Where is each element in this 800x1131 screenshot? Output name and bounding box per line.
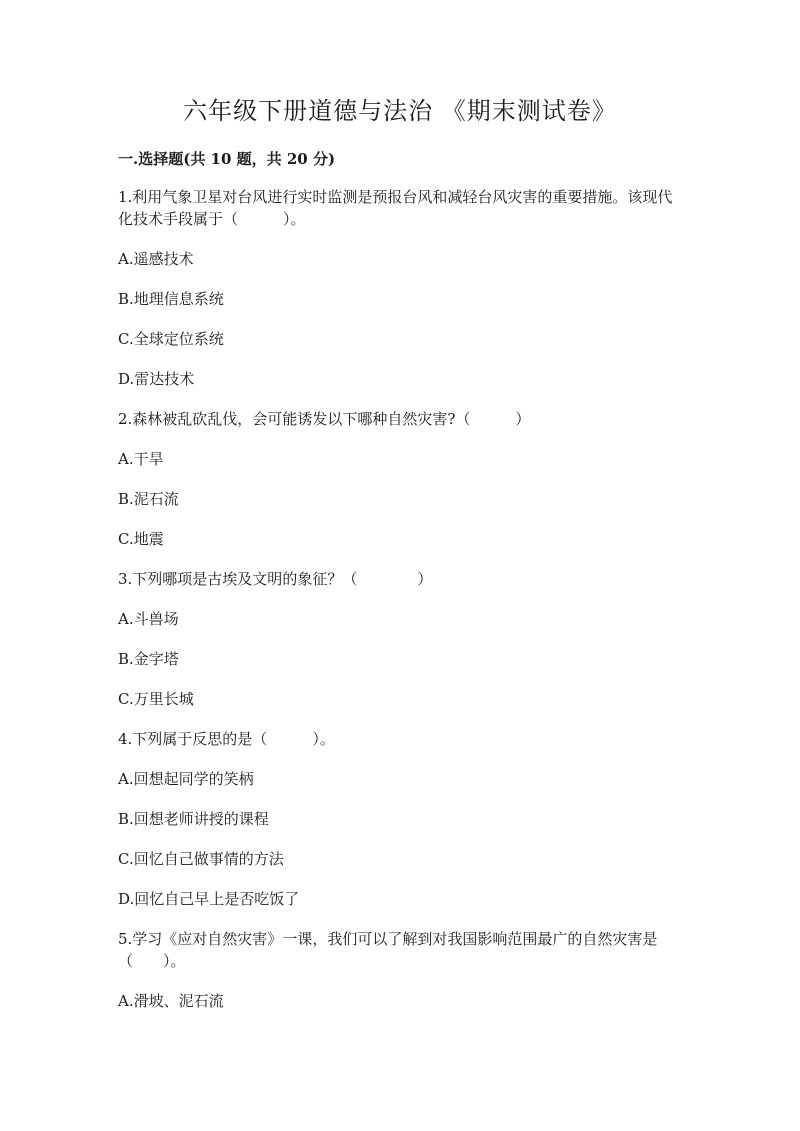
option-c: C.全球定位系统: [118, 330, 224, 348]
option-a: A.遥感技术: [118, 250, 194, 268]
question-4: [118, 728, 682, 910]
question-5: [118, 928, 682, 1012]
option-c: C.万里长城: [118, 690, 194, 708]
question-text: 1.利用气象卫星对台风进行实时监测是预报台风和减轻台风灾害的重要措施。该现代化技术手段属于（ ）。: [118, 188, 673, 228]
question-1: [118, 186, 682, 390]
option-b: B.地理信息系统: [118, 290, 224, 308]
option-d: D.回忆自己早上是否吃饭了: [118, 890, 300, 908]
question-text: 4.下列属于反思的是（ ）。: [118, 730, 335, 748]
option-c: C.地震: [118, 530, 164, 548]
page-title: 六年级下册道德与法治 《期末测试卷》: [183, 97, 617, 125]
question-2: [118, 408, 682, 550]
option-a: A.斗兽场: [118, 610, 179, 628]
question-text: 2.森林被乱砍乱伐，会可能诱发以下哪种自然灾害?（ ）: [118, 410, 531, 428]
option-a: A.干旱: [118, 450, 164, 468]
option-c: C.回忆自己做事情的方法: [118, 850, 284, 868]
option-a: A.回想起同学的笑柄: [118, 770, 254, 788]
question-3: [118, 568, 682, 710]
option-b: B.金字塔: [118, 650, 179, 668]
option-b: B.泥石流: [118, 490, 179, 508]
option-b: B.回想老师讲授的课程: [118, 810, 269, 828]
question-text: 3.下列哪项是古埃及文明的象征？（ ）: [118, 570, 433, 588]
question-text: 5.学习《应对自然灾害》一课，我们可以了解到对我国影响范围最广的自然灾害是（ ）。: [118, 930, 658, 970]
option-a: A.滑坡、泥石流: [118, 992, 224, 1010]
section-heading: 一.选择题(共 10 题，共 20 分): [118, 150, 336, 168]
option-d: D.雷达技术: [118, 370, 195, 388]
